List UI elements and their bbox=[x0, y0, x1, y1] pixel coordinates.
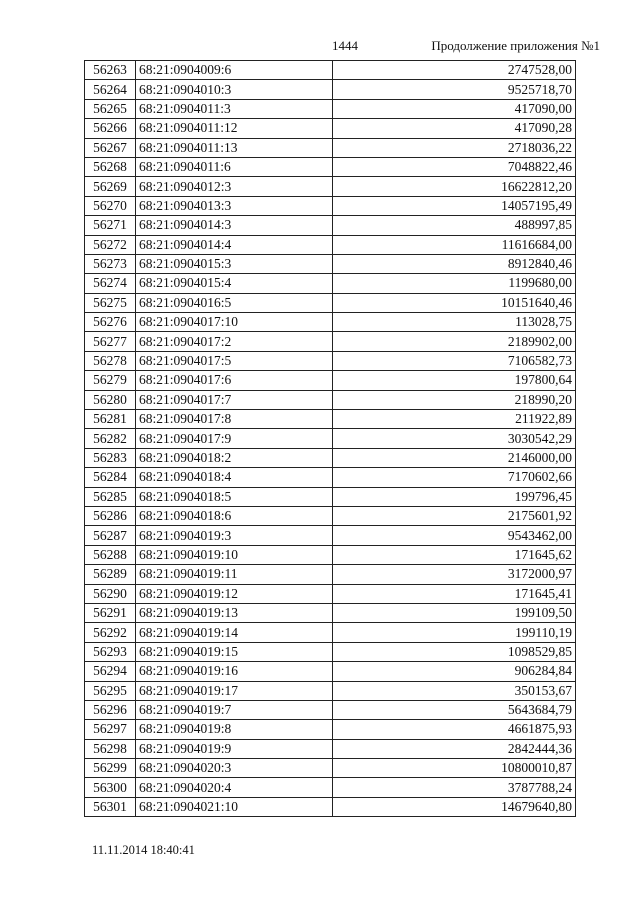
table-row bbox=[85, 293, 576, 312]
table-row bbox=[85, 80, 576, 99]
cadastral-number-cell: 68:21:0904019:13 bbox=[136, 603, 333, 622]
table-row bbox=[85, 468, 576, 487]
cadastral-value-cell: 9543462,00 bbox=[333, 526, 576, 545]
cadastral-value-cell: 417090,28 bbox=[333, 119, 576, 138]
row-number-cell: 56264 bbox=[85, 80, 136, 99]
table-row bbox=[85, 565, 576, 584]
row-number-cell: 56285 bbox=[85, 487, 136, 506]
table-row bbox=[85, 487, 576, 506]
cadastral-value-cell: 3787788,24 bbox=[333, 778, 576, 797]
table-row bbox=[85, 545, 576, 564]
table-row bbox=[85, 526, 576, 545]
row-number-cell: 56299 bbox=[85, 759, 136, 778]
row-number-cell: 56276 bbox=[85, 313, 136, 332]
row-number-cell: 56290 bbox=[85, 584, 136, 603]
cadastral-number-cell: 68:21:0904017:2 bbox=[136, 332, 333, 351]
row-number-cell: 56266 bbox=[85, 119, 136, 138]
table-row bbox=[85, 119, 576, 138]
cadastral-number-cell: 68:21:0904019:17 bbox=[136, 681, 333, 700]
cadastral-value-cell: 171645,62 bbox=[333, 545, 576, 564]
table-row bbox=[85, 410, 576, 429]
row-number-cell: 56279 bbox=[85, 371, 136, 390]
cadastral-value-cell: 7170602,66 bbox=[333, 468, 576, 487]
cadastral-number-cell: 68:21:0904011:6 bbox=[136, 157, 333, 176]
table-row bbox=[85, 254, 576, 273]
table-row bbox=[85, 700, 576, 719]
cadastral-value-cell: 16622812,20 bbox=[333, 177, 576, 196]
cadastral-number-cell: 68:21:0904019:10 bbox=[136, 545, 333, 564]
cadastral-number-cell: 68:21:0904011:13 bbox=[136, 138, 333, 157]
cadastral-number-cell: 68:21:0904015:4 bbox=[136, 274, 333, 293]
table-row bbox=[85, 448, 576, 467]
table-row bbox=[85, 623, 576, 642]
cadastral-value-cell: 2842444,36 bbox=[333, 739, 576, 758]
row-number-cell: 56271 bbox=[85, 216, 136, 235]
cadastral-value-cell: 5643684,79 bbox=[333, 700, 576, 719]
continuation-label: Продолжение приложения №1 bbox=[431, 38, 600, 53]
cadastral-value-cell: 9525718,70 bbox=[333, 80, 576, 99]
row-number-cell: 56263 bbox=[85, 61, 136, 80]
cadastral-value-cell: 1199680,00 bbox=[333, 274, 576, 293]
row-number-cell: 56300 bbox=[85, 778, 136, 797]
cadastral-value-cell: 199110,19 bbox=[333, 623, 576, 642]
table-row bbox=[85, 429, 576, 448]
row-number-cell: 56275 bbox=[85, 293, 136, 312]
cadastral-number-cell: 68:21:0904018:4 bbox=[136, 468, 333, 487]
cadastral-number-cell: 68:21:0904019:3 bbox=[136, 526, 333, 545]
table-row bbox=[85, 138, 576, 157]
table-row bbox=[85, 99, 576, 118]
row-number-cell: 56294 bbox=[85, 662, 136, 681]
page-number: 1444 bbox=[332, 38, 358, 53]
row-number-cell: 56291 bbox=[85, 603, 136, 622]
cadastral-value-cell: 7048822,46 bbox=[333, 157, 576, 176]
row-number-cell: 56282 bbox=[85, 429, 136, 448]
table-row bbox=[85, 662, 576, 681]
table-row bbox=[85, 332, 576, 351]
cadastral-value-cell: 2175601,92 bbox=[333, 506, 576, 525]
table-row bbox=[85, 351, 576, 370]
row-number-cell: 56272 bbox=[85, 235, 136, 254]
row-number-cell: 56281 bbox=[85, 410, 136, 429]
table-row bbox=[85, 371, 576, 390]
row-number-cell: 56293 bbox=[85, 642, 136, 661]
cadastral-number-cell: 68:21:0904017:10 bbox=[136, 313, 333, 332]
row-number-cell: 56295 bbox=[85, 681, 136, 700]
cadastral-number-cell: 68:21:0904017:5 bbox=[136, 351, 333, 370]
row-number-cell: 56280 bbox=[85, 390, 136, 409]
cadastral-value-cell: 8912840,46 bbox=[333, 254, 576, 273]
table-row bbox=[85, 216, 576, 235]
cadastral-value-cell: 197800,64 bbox=[333, 371, 576, 390]
cadastral-number-cell: 68:21:0904011:3 bbox=[136, 99, 333, 118]
cadastral-number-cell: 68:21:0904012:3 bbox=[136, 177, 333, 196]
row-number-cell: 56284 bbox=[85, 468, 136, 487]
cadastral-number-cell: 68:21:0904019:7 bbox=[136, 700, 333, 719]
table-row bbox=[85, 720, 576, 739]
row-number-cell: 56265 bbox=[85, 99, 136, 118]
cadastral-value-cell: 2747528,00 bbox=[333, 61, 576, 80]
cadastral-number-cell: 68:21:0904017:7 bbox=[136, 390, 333, 409]
row-number-cell: 56289 bbox=[85, 565, 136, 584]
cadastral-number-cell: 68:21:0904019:8 bbox=[136, 720, 333, 739]
cadastral-value-cell: 350153,67 bbox=[333, 681, 576, 700]
cadastral-number-cell: 68:21:0904013:3 bbox=[136, 196, 333, 215]
cadastral-value-cell: 7106582,73 bbox=[333, 351, 576, 370]
cadastral-value-cell: 199109,50 bbox=[333, 603, 576, 622]
row-number-cell: 56287 bbox=[85, 526, 136, 545]
cadastral-value-cell: 3030542,29 bbox=[333, 429, 576, 448]
cadastral-number-cell: 68:21:0904010:3 bbox=[136, 80, 333, 99]
cadastral-number-cell: 68:21:0904018:2 bbox=[136, 448, 333, 467]
cadastral-number-cell: 68:21:0904019:14 bbox=[136, 623, 333, 642]
cadastral-number-cell: 68:21:0904017:9 bbox=[136, 429, 333, 448]
table-row bbox=[85, 681, 576, 700]
cadastral-number-cell: 68:21:0904021:10 bbox=[136, 797, 333, 816]
row-number-cell: 56301 bbox=[85, 797, 136, 816]
table-body bbox=[85, 61, 576, 817]
cadastral-value-cell: 488997,85 bbox=[333, 216, 576, 235]
cadastral-value-cell: 11616684,00 bbox=[333, 235, 576, 254]
cadastral-value-cell: 2189902,00 bbox=[333, 332, 576, 351]
table-row bbox=[85, 603, 576, 622]
cadastral-value-cell: 218990,20 bbox=[333, 390, 576, 409]
cadastral-number-cell: 68:21:0904017:6 bbox=[136, 371, 333, 390]
row-number-cell: 56277 bbox=[85, 332, 136, 351]
cadastral-value-cell: 417090,00 bbox=[333, 99, 576, 118]
cadastral-value-cell: 113028,75 bbox=[333, 313, 576, 332]
table-row bbox=[85, 313, 576, 332]
table-row bbox=[85, 235, 576, 254]
table-row bbox=[85, 196, 576, 215]
table-row bbox=[85, 506, 576, 525]
cadastral-value-cell: 906284,84 bbox=[333, 662, 576, 681]
row-number-cell: 56268 bbox=[85, 157, 136, 176]
cadastral-number-cell: 68:21:0904019:12 bbox=[136, 584, 333, 603]
table-row bbox=[85, 177, 576, 196]
row-number-cell: 56298 bbox=[85, 739, 136, 758]
row-number-cell: 56269 bbox=[85, 177, 136, 196]
table-row bbox=[85, 157, 576, 176]
cadastral-value-cell: 3172000,97 bbox=[333, 565, 576, 584]
cadastral-value-cell: 14057195,49 bbox=[333, 196, 576, 215]
row-number-cell: 56292 bbox=[85, 623, 136, 642]
cadastral-number-cell: 68:21:0904018:6 bbox=[136, 506, 333, 525]
cadastral-number-cell: 68:21:0904020:3 bbox=[136, 759, 333, 778]
cadastral-number-cell: 68:21:0904014:4 bbox=[136, 235, 333, 254]
cadastral-number-cell: 68:21:0904019:11 bbox=[136, 565, 333, 584]
cadastral-number-cell: 68:21:0904015:3 bbox=[136, 254, 333, 273]
cadastral-value-cell: 171645,41 bbox=[333, 584, 576, 603]
row-number-cell: 56274 bbox=[85, 274, 136, 293]
cadastral-value-cell: 10800010,87 bbox=[333, 759, 576, 778]
row-number-cell: 56267 bbox=[85, 138, 136, 157]
cadastral-number-cell: 68:21:0904019:15 bbox=[136, 642, 333, 661]
cadastral-number-cell: 68:21:0904019:16 bbox=[136, 662, 333, 681]
table-row bbox=[85, 642, 576, 661]
cadastral-value-cell: 2146000,00 bbox=[333, 448, 576, 467]
row-number-cell: 56297 bbox=[85, 720, 136, 739]
cadastral-value-table bbox=[84, 60, 576, 817]
cadastral-number-cell: 68:21:0904011:12 bbox=[136, 119, 333, 138]
table-row bbox=[85, 759, 576, 778]
row-number-cell: 56283 bbox=[85, 448, 136, 467]
table-row bbox=[85, 778, 576, 797]
footer-timestamp: 11.11.2014 18:40:41 bbox=[92, 843, 195, 857]
cadastral-number-cell: 68:21:0904016:5 bbox=[136, 293, 333, 312]
row-number-cell: 56273 bbox=[85, 254, 136, 273]
row-number-cell: 56296 bbox=[85, 700, 136, 719]
cadastral-value-cell: 2718036,22 bbox=[333, 138, 576, 157]
cadastral-value-cell: 10151640,46 bbox=[333, 293, 576, 312]
cadastral-value-cell: 4661875,93 bbox=[333, 720, 576, 739]
row-number-cell: 56288 bbox=[85, 545, 136, 564]
table-row bbox=[85, 390, 576, 409]
cadastral-value-cell: 211922,89 bbox=[333, 410, 576, 429]
table-row bbox=[85, 61, 576, 80]
row-number-cell: 56278 bbox=[85, 351, 136, 370]
cadastral-number-cell: 68:21:0904014:3 bbox=[136, 216, 333, 235]
cadastral-value-cell: 1098529,85 bbox=[333, 642, 576, 661]
cadastral-number-cell: 68:21:0904018:5 bbox=[136, 487, 333, 506]
cadastral-value-cell: 199796,45 bbox=[333, 487, 576, 506]
cadastral-value-cell: 14679640,80 bbox=[333, 797, 576, 816]
cadastral-number-cell: 68:21:0904020:4 bbox=[136, 778, 333, 797]
table-row bbox=[85, 584, 576, 603]
cadastral-number-cell: 68:21:0904019:9 bbox=[136, 739, 333, 758]
row-number-cell: 56286 bbox=[85, 506, 136, 525]
cadastral-number-cell: 68:21:0904017:8 bbox=[136, 410, 333, 429]
table-row bbox=[85, 797, 576, 816]
table-row bbox=[85, 739, 576, 758]
cadastral-number-cell: 68:21:0904009:6 bbox=[136, 61, 333, 80]
row-number-cell: 56270 bbox=[85, 196, 136, 215]
table-row bbox=[85, 274, 576, 293]
